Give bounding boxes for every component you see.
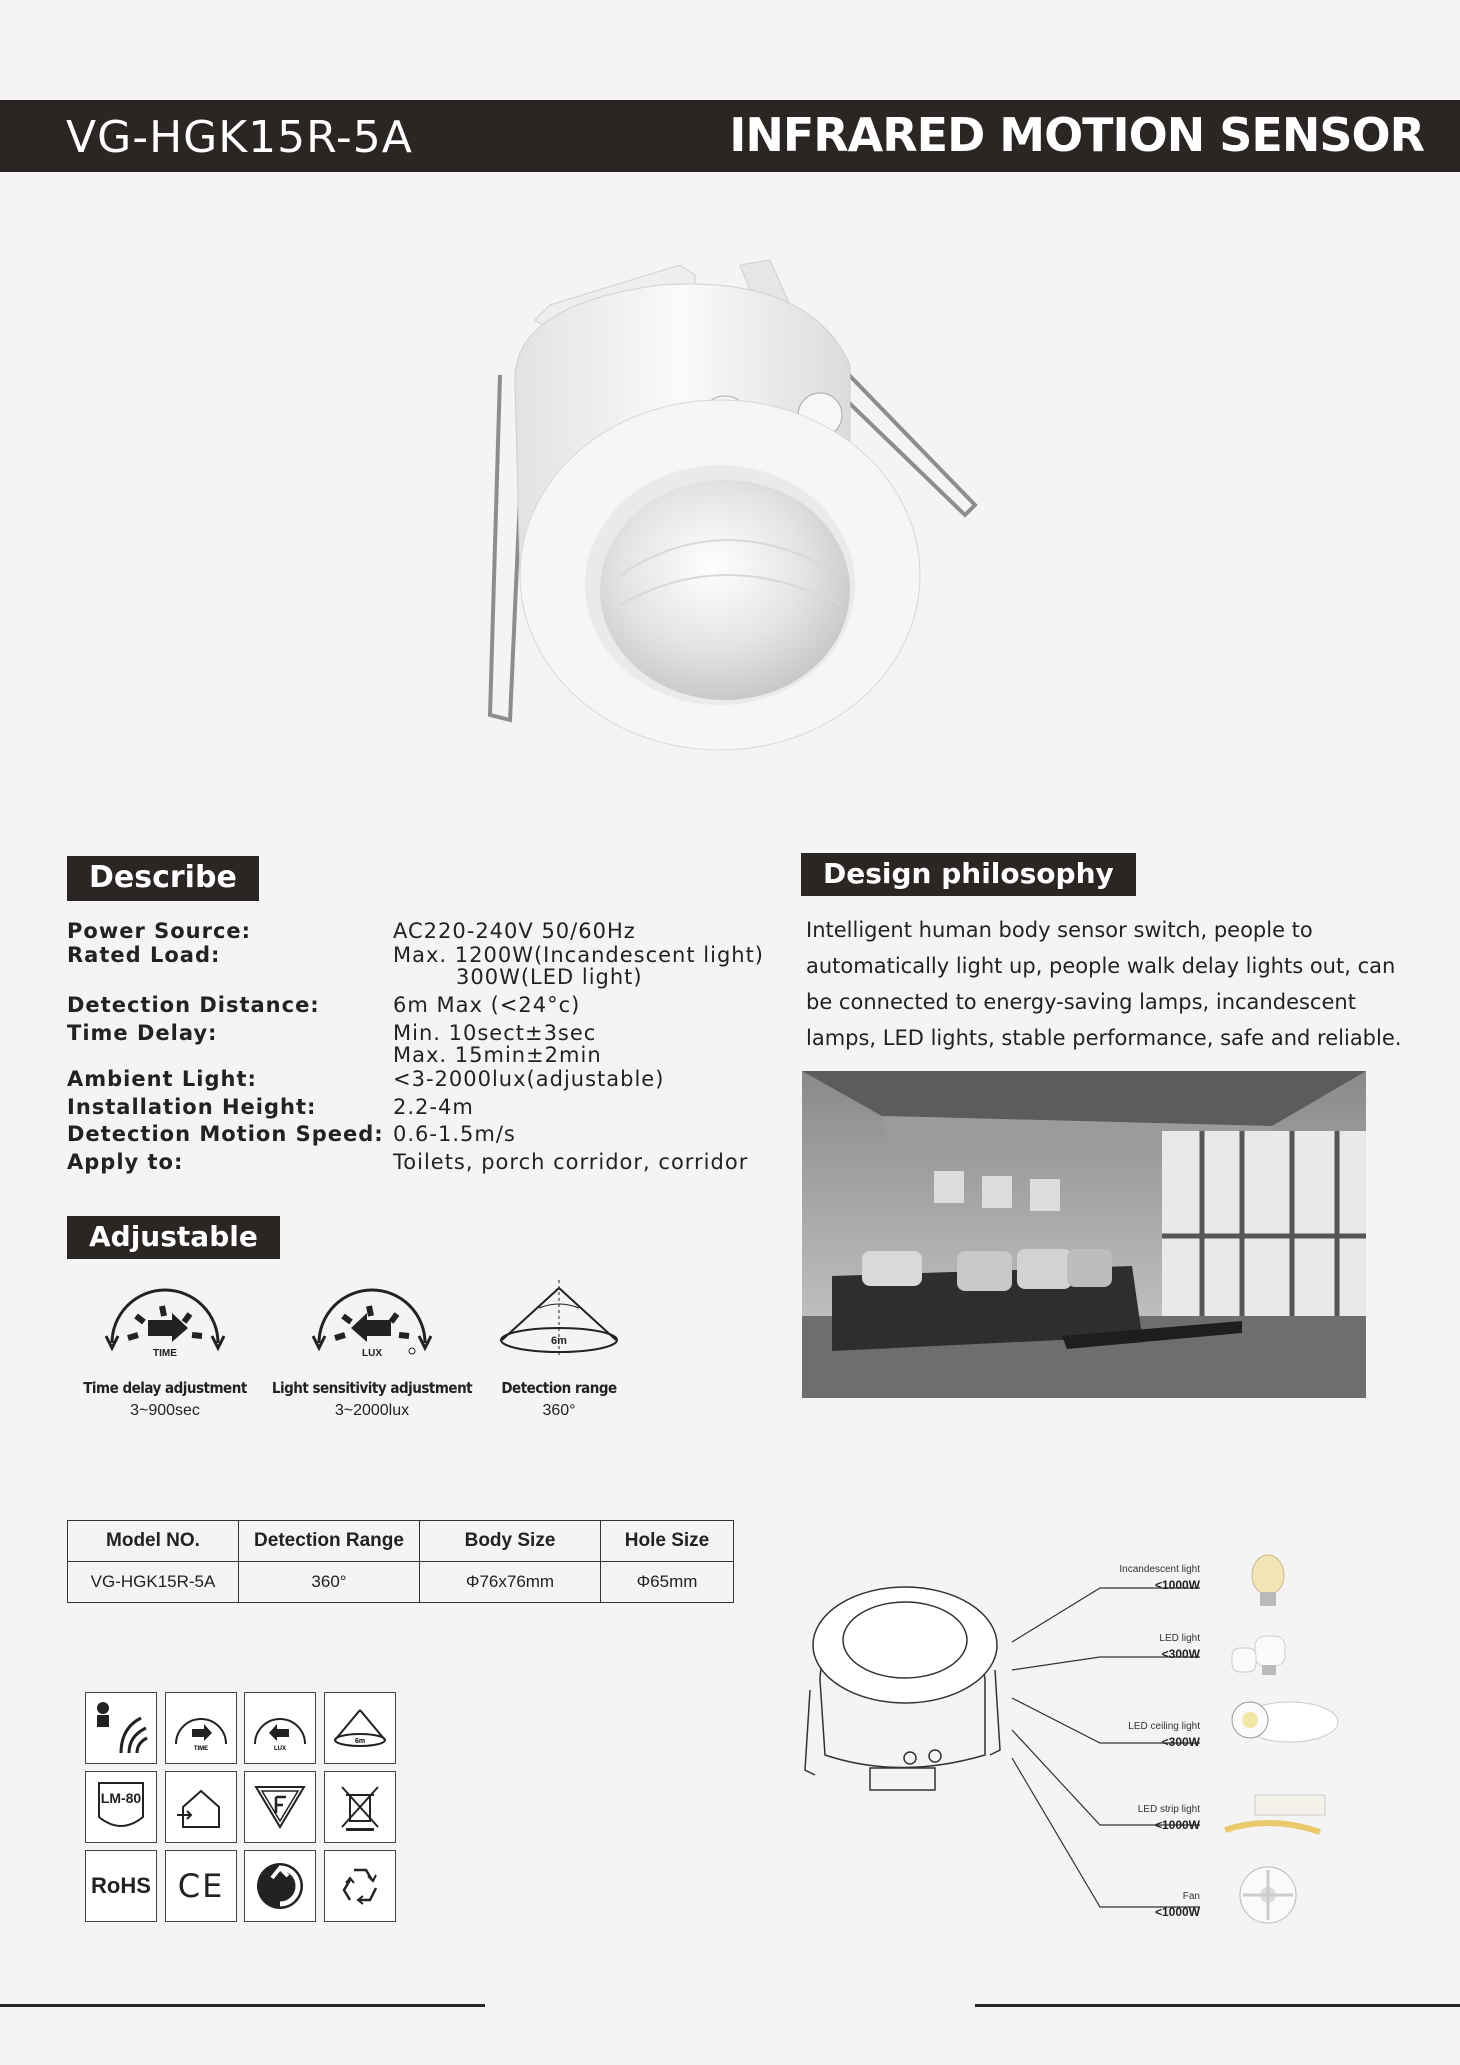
cert-range-label: 6m [354,1738,366,1745]
ceiling-light-icon [1232,1702,1338,1742]
footer-line-right [975,2004,1460,2007]
lux-icon-label: LUX [362,1348,382,1358]
spec-label-load: Rated Load: [67,943,221,967]
spec-label-delay: Time Delay: [67,1021,218,1045]
load-name-ceiling: LED ceiling light [1128,1721,1200,1732]
product-image [470,245,1000,755]
cert-recycle-icon [324,1850,396,1922]
cell-model: VG-HGK15R-5A [68,1562,239,1603]
detection-range-icon [494,1278,624,1358]
load-name-strip: LED strip light [1137,1804,1200,1815]
adjustable-heading: Adjustable [67,1216,280,1259]
cert-time-icon [165,1692,237,1764]
load-value-ceiling: <300W [1161,1735,1200,1749]
describe-heading: Describe [67,856,259,901]
cert-lux-icon [244,1692,316,1764]
spec-label-apply: Apply to: [67,1150,184,1174]
model-title: VG-HGK15R-5A [66,112,413,163]
spec-value-delay: Min. 10sect±3sec [393,1021,597,1045]
spec-label-height: Installation Height: [67,1095,317,1119]
cert-rohs-label: RoHS [91,1873,151,1898]
spec-label-speed: Detection Motion Speed: [67,1122,384,1146]
cell-hole: Φ65mm [601,1562,734,1603]
load-name-led: LED light [1159,1633,1200,1644]
range-icon-label: 6m [551,1335,567,1347]
lux-value: 3~2000lux [334,1402,410,1419]
cert-weee-icon [324,1771,396,1843]
cert-indoor-icon [165,1771,237,1843]
led-bulb-icon [1232,1636,1285,1675]
spec-value-apply: Toilets, porch corridor, corridor [393,1150,749,1174]
spec-value-load: Max. 1200W(Incandescent light) [393,943,765,967]
range-value: 360° [542,1402,576,1419]
cert-rohs-icon [85,1850,157,1922]
col-header-range: Detection Range [239,1521,420,1562]
cert-range-icon [324,1692,396,1764]
col-header-model: Model NO. [68,1521,239,1562]
cell-range: 360° [239,1562,420,1603]
spec-label-power: Power Source: [67,919,252,943]
footer-line-left [0,2004,485,2007]
spec-value-ambient: <3-2000lux(adjustable) [393,1067,665,1091]
bulb-icon [1252,1555,1284,1606]
spec-value-power: AC220-240V 50/60Hz [393,919,636,943]
table-row [68,1562,734,1603]
spec-value-height: 2.2-4m [393,1095,474,1119]
fan-icon [1240,1867,1296,1923]
model-table [67,1520,734,1603]
col-header-body: Body Size [420,1521,601,1562]
spec-value-load-2: 300W(LED light) [456,965,643,989]
load-name-incandescent: Incandescent light [1119,1564,1200,1575]
table-header-row [68,1521,734,1562]
lux-caption: Light sensitivity adjustment [271,1379,473,1397]
product-title: INFRARED MOTION SENSOR [729,108,1424,162]
cert-lm80-label: LM-80 [100,1790,142,1806]
time-adjust-icon [100,1278,230,1358]
load-name-fan: Fan [1182,1891,1200,1902]
cert-time-label: TIME [193,1746,209,1752]
spec-label-ambient: Ambient Light: [67,1067,257,1091]
load-value-led: <300W [1161,1647,1200,1661]
cert-ce-icon [165,1850,237,1922]
load-value-fan: <1000W [1154,1905,1200,1919]
spec-label-distance: Detection Distance: [67,993,320,1017]
cert-motion-icon [85,1692,157,1764]
cert-green-dot-icon [244,1850,316,1922]
col-header-hole: Hole Size [601,1521,734,1562]
cert-lux-label: LUX [274,1746,286,1752]
cert-lm80-icon [85,1771,157,1843]
philosophy-text: Intelligent human body sensor switch, people to automatically light up, people walk delay lights out, can be connected to energy-saving lamps, incandescent lamps, LED lights, stable performance, safe and reliable. [806,918,1402,1050]
spec-value-distance: 6m Max (<24°c) [393,993,581,1017]
lux-adjust-icon [307,1278,437,1358]
load-value-incandescent: <1000W [1154,1578,1200,1592]
cert-ce-label: CE [177,1867,225,1905]
strip-light-icon [1225,1795,1325,1832]
load-value-strip: <1000W [1154,1818,1200,1832]
philosophy-heading: Design philosophy [801,853,1136,896]
time-value: 3~900sec [130,1402,200,1419]
cert-f-mark-icon [244,1771,316,1843]
time-icon-label: TIME [153,1348,177,1358]
room-photo [802,1071,1366,1398]
spec-value-speed: 0.6-1.5m/s [393,1122,516,1146]
cell-body: Φ76x76mm [420,1562,601,1603]
spec-value-delay-2: Max. 15min±2min [393,1043,602,1067]
range-caption: Detection range [501,1379,617,1397]
time-caption: Time delay adjustment [83,1379,247,1397]
